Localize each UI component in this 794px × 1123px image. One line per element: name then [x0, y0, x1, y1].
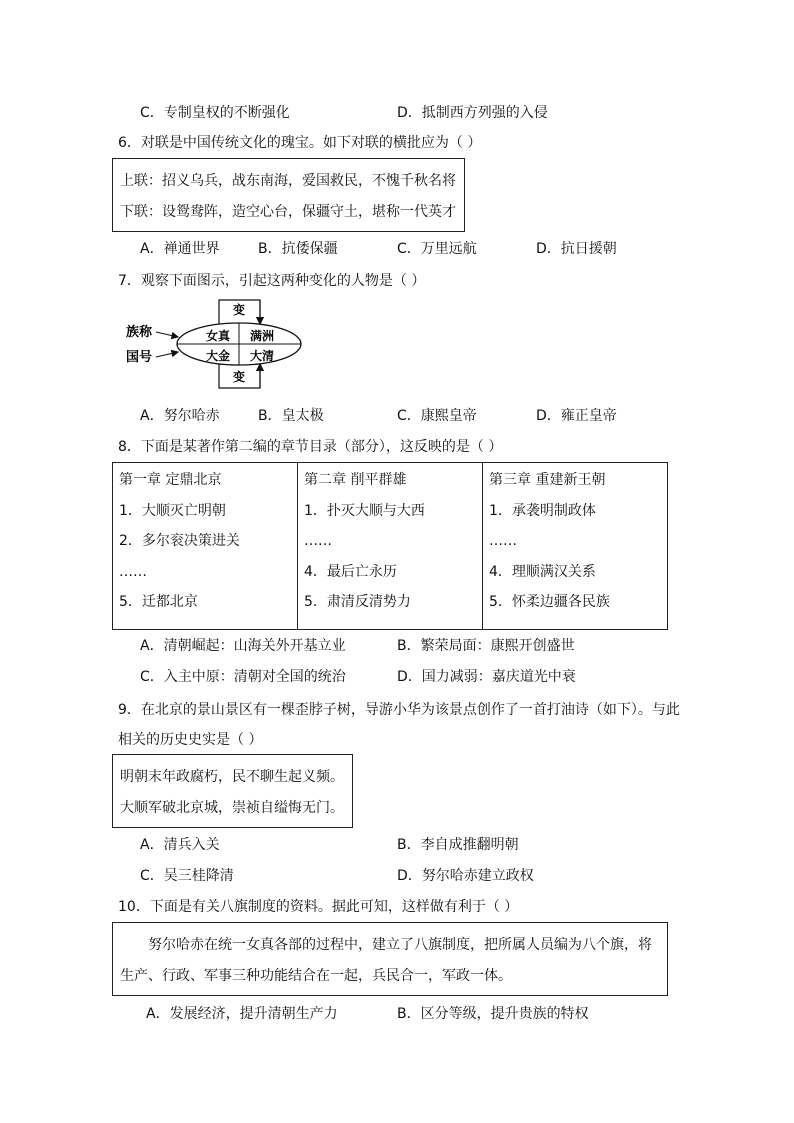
- toc-column-2: [298, 463, 483, 630]
- q10-material-line1: 努尔哈赤在统一女真各部的过程中，建立了八旗制度，把所属人员编为八个旗，将: [148, 937, 652, 953]
- q8-option-c[interactable]: C．入主中原：清朝对全国的统治: [140, 669, 346, 685]
- q7-diagram: [112, 296, 312, 392]
- q6-couplet-lower: 下联：设鸳鸯阵，造空心台，保疆守土，堪称一代英才: [120, 204, 456, 220]
- toc-column-1: [113, 463, 298, 630]
- q6-stem: 6．对联是中国传统文化的瑰宝。如下对联的横批应为（ ）: [118, 135, 482, 151]
- toc-item: 2．多尔衮决策进关: [119, 533, 240, 549]
- q9-option-d[interactable]: D．努尔哈赤建立政权: [397, 868, 534, 884]
- q10-option-a[interactable]: A．发展经济，提升清朝生产力: [146, 1006, 338, 1022]
- toc-item: 5．迁都北京: [119, 594, 198, 610]
- toc-chapter-title: 第二章 削平群雄: [304, 472, 407, 488]
- q9-stem-line1: 9．在北京的景山景区有一棵歪脖子树，导游小华为该景点创作了一首打油诗（如下）。与此: [118, 702, 680, 718]
- q10-stem: 10．下面是有关八旗制度的资料。据此可知，这样做有利于（ ）: [118, 899, 519, 915]
- toc-item: 1．大顺灭亡明朝: [119, 502, 226, 519]
- q9-poem-box: [112, 754, 353, 828]
- toc-item: 4．理顺满汉关系: [489, 563, 596, 580]
- q5-option-c[interactable]: C．专制皇权的不断强化: [140, 105, 290, 121]
- toc-item: 5．怀柔边疆各民族: [489, 594, 610, 610]
- toc-item: 4．最后亡永历: [304, 563, 397, 580]
- old-state-name: 大金: [205, 349, 231, 363]
- q7-option-b[interactable]: B．皇太极: [258, 408, 324, 424]
- q7-option-a[interactable]: A．努尔哈赤: [140, 408, 220, 424]
- change-bottom-label: 变: [232, 370, 246, 384]
- toc-column-3: [483, 463, 668, 630]
- q6-couplet-box: [112, 158, 465, 232]
- q8-toc-table: [112, 462, 668, 630]
- q8-option-a[interactable]: A．清朝崛起：山海关外开基立业: [140, 638, 346, 654]
- toc-item: ……: [304, 533, 332, 549]
- toc-item: ……: [489, 533, 517, 549]
- state-label: 国号: [126, 350, 153, 365]
- new-ethnic-name: 满洲: [249, 329, 275, 343]
- q6-couplet-upper: 上联：招义乌兵，战东南海，爱国救民，不愧千秋名将: [120, 173, 456, 189]
- q6-option-c[interactable]: C．万里远航: [397, 241, 477, 257]
- q10-material-line2: 生产、行政、军事三种功能结合在一起，兵民合一，军政一体。: [120, 968, 512, 984]
- q9-stem-line2: 相关的历史史实是（ ）: [118, 732, 263, 748]
- ethnic-label: 族称: [126, 325, 153, 340]
- q6-option-a[interactable]: A．禅通世界: [140, 241, 220, 257]
- q10-option-b[interactable]: B．区分等级，提升贵族的特权: [397, 1006, 589, 1022]
- q8-option-b[interactable]: B．繁荣局面：康熙开创盛世: [397, 638, 575, 654]
- q6-option-b[interactable]: B．抗倭保疆: [258, 241, 338, 257]
- toc-item: 5．肃清反清势力: [304, 594, 411, 610]
- q7-option-c[interactable]: C．康熙皇帝: [397, 408, 477, 424]
- q9-option-b[interactable]: B．李自成推翻明朝: [397, 837, 519, 853]
- toc-item: 1．承袭明制政体: [489, 502, 596, 519]
- q9-option-c[interactable]: C．吴三桂降清: [140, 868, 234, 884]
- q6-option-d[interactable]: D．抗日援朝: [536, 241, 617, 257]
- q10-material-box: [112, 922, 668, 996]
- q8-option-d[interactable]: D．国力减弱：嘉庆道光中衰: [397, 669, 576, 685]
- toc-item: 1．扑灭大顺与大西: [304, 502, 425, 519]
- toc-chapter-title: 第三章 重建新王朝: [489, 472, 606, 488]
- q9-poem-line2: 大顺军破北京城，崇祯自缢悔无门。: [120, 800, 344, 816]
- q5-option-d[interactable]: D．抵制西方列强的入侵: [397, 105, 548, 121]
- change-top-label: 变: [232, 303, 246, 317]
- q8-stem: 8．下面是某著作第二编的章节目录（部分），这反映的是（ ）: [118, 439, 503, 455]
- toc-item: ……: [119, 563, 147, 580]
- q7-option-d[interactable]: D．雍正皇帝: [536, 408, 617, 424]
- q7-stem: 7．观察下面图示，引起这两种变化的人物是（ ）: [118, 273, 426, 289]
- toc-chapter-title: 第一章 定鼎北京: [119, 472, 222, 488]
- q9-option-a[interactable]: A．清兵入关: [140, 837, 220, 853]
- arrow-state-icon: [156, 352, 178, 357]
- arrow-ethnic-icon: [156, 332, 178, 337]
- q9-poem-line1: 明朝末年政腐朽，民不聊生起义频。: [120, 769, 344, 785]
- new-state-name: 大清: [249, 349, 275, 363]
- old-ethnic-name: 女真: [205, 329, 231, 343]
